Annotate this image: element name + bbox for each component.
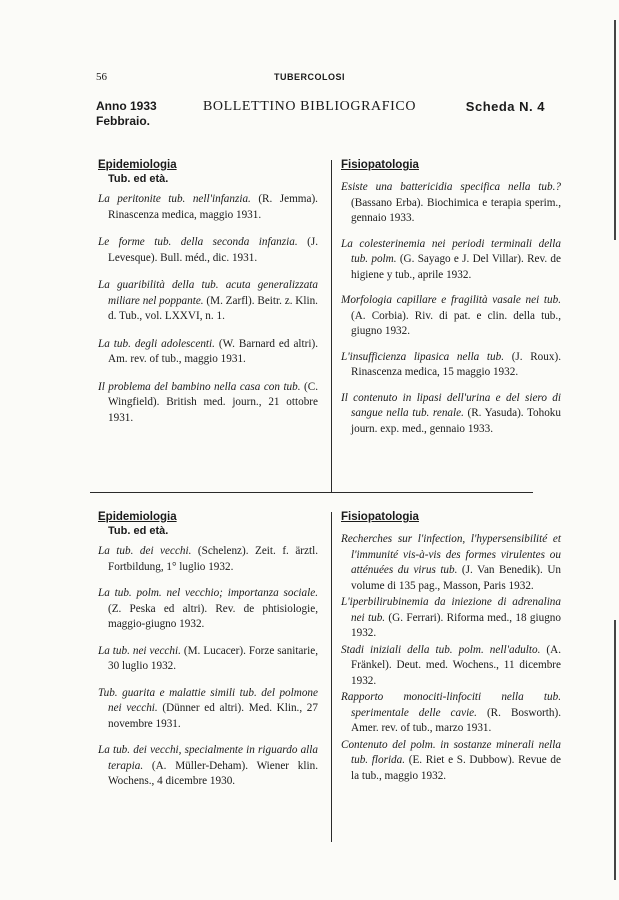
- entry-title: Il problema del bambino nella casa con tub.: [98, 380, 301, 393]
- bibliography-entry: [98, 337, 318, 368]
- entry-citation: (A. Corbia). Riv. di pat. e clin. della tub., giugno 1932.: [351, 309, 561, 337]
- entry-title: La tub. dei vecchi.: [98, 545, 192, 557]
- entry-title: Contenuto del polm. in sostanze minerali nella tub. florida.: [341, 738, 561, 766]
- month-label: Febbraio.: [96, 114, 151, 128]
- entry-title: Le forme tub. della seconda infanzia.: [98, 236, 298, 248]
- entry-citation: (Bassano Erba). Biochimica e terapia sperim., gennaio 1933.: [351, 196, 561, 224]
- entry-citation: (A. Müller-Deham). Wiener klin. Wochens., 4 dicembre 1930.: [108, 759, 318, 787]
- entry-title: L'iperbilirubinemia da iniezione di adrenalina nei tub.: [341, 596, 561, 624]
- entry-citation: (G. Ferrari). Riforma med., 18 giugno 1932.: [351, 611, 561, 639]
- entry-citation: (R. Bosworth). Amer. rev. of tub., marzo 1931.: [351, 706, 561, 734]
- entry-title: La tub. degli adolescenti.: [98, 337, 215, 350]
- bibliography-entry: [98, 743, 318, 790]
- bibliography-entry: [341, 350, 561, 381]
- bibliography-entry: [98, 192, 318, 223]
- card1-right-column: [341, 158, 561, 447]
- entry-citation: (A. Fränkel). Deut. med. Wochens., 11 dicembre 1932.: [351, 643, 561, 687]
- bibliography-entry: [98, 235, 318, 266]
- entry-title: La peritonite tub. nell'infanzia.: [98, 193, 251, 205]
- section-heading: Epidemiologia: [98, 159, 177, 171]
- bibliography-entry: [341, 180, 561, 227]
- section-heading: Fisiopatologia: [341, 159, 419, 171]
- scheda-number: Scheda N. 4: [465, 99, 545, 114]
- bibliography-entry: [341, 643, 561, 690]
- page-edge-mark: [614, 620, 616, 880]
- entry-title: La tub. polm. nel vecchio; importanza sociale.: [98, 587, 318, 599]
- subsection-heading: Tub. ed età.: [108, 173, 169, 185]
- entry-title: La guaribilità della tub. acuta generalizzata miliare nel poppante.: [98, 279, 318, 307]
- bulletin-title: BOLLETTINO BIBLIOGRAFICO: [202, 99, 417, 114]
- card-bottom-rule: [90, 492, 533, 493]
- bibliography-entry: [341, 293, 561, 340]
- entry-title: Recherches sur l'infection, l'hypersensibilité et l'immunité vis-à-vis des formes virulentes ou atténuées du virus tub.: [341, 533, 561, 576]
- entry-title: Stadi iniziali della tub. polm. nell'adulto.: [341, 643, 541, 656]
- column-divider: [331, 160, 332, 492]
- entry-citation: (M. Lucacer). Forze sanitarie, 30 luglio 1932.: [108, 644, 318, 672]
- entry-citation: (R. Jemma). Rinascenza medica, maggio 1931.: [108, 193, 318, 221]
- entry-title: L'insufficienza lipasica nella tub.: [341, 350, 505, 363]
- entry-citation: (J. Van Benedik). Un volume di 135 pag., Masson, Paris 1932.: [351, 564, 561, 592]
- bibliography-entry: [341, 391, 561, 438]
- entry-citation: (E. Riet e S. Dubbow). Revue de la tub., maggio 1932.: [351, 754, 561, 782]
- section-heading: Epidemiologia: [98, 511, 177, 523]
- card1-left-column: [98, 158, 318, 438]
- bibliography-entry: [98, 544, 318, 575]
- section-heading: Fisiopatologia: [341, 511, 419, 523]
- entry-title: Tub. guarita e malattie simili tub. del polmone nei vecchi.: [98, 686, 318, 714]
- entry-citation: (W. Barnard ed altri). Am. rev. of tub., maggio 1931.: [108, 337, 318, 365]
- entry-citation: (Z. Peska ed altri). Rev. de phtisiologie, maggio-giugno 1932.: [108, 602, 318, 630]
- entry-title: Morfologia capillare e fragilità vasale nei tub.: [341, 294, 561, 306]
- year-label: Anno 1933: [96, 99, 157, 113]
- entry-title: Esiste una battericidia specifica nella tub.?: [341, 181, 561, 193]
- bibliography-entry: [98, 644, 318, 675]
- subsection-heading: Tub. ed età.: [108, 525, 169, 537]
- bibliography-entry: [98, 686, 318, 733]
- card2-right-column: [341, 510, 561, 785]
- entry-title: La tub. nei vecchi.: [98, 644, 181, 657]
- entry-title: La colesterinemia nei periodi terminali della tub. polm.: [341, 237, 561, 265]
- entry-title: La tub. dei vecchi, specialmente in riguardo alla terapia.: [98, 744, 318, 772]
- entry-citation: (Schelenz). Zeit. f. ärztl. Fortbildung, 1° luglio 1932.: [108, 545, 318, 573]
- bibliography-entry: [341, 595, 561, 642]
- bibliography-entry: [341, 738, 561, 785]
- entry-citation: (Dünner ed altri). Med. Klin., 27 novembre 1931.: [108, 702, 318, 730]
- bibliography-entry: [98, 278, 318, 325]
- bibliography-entry: [98, 380, 318, 427]
- page-edge-mark: [614, 20, 616, 240]
- entry-citation: (M. Zarfl). Beitr. z. Klin. d. Tub., vol. LXXVI, n. 1.: [108, 294, 318, 322]
- entry-title: Rapporto monociti-linfociti nella tub. sperimentale delle cavie.: [341, 691, 561, 719]
- entry-citation: (R. Yasuda). Tohoku journ. exp. med., gennaio 1933.: [351, 407, 561, 435]
- page-number: 56: [96, 71, 107, 83]
- entry-citation: (J. Roux). Rinascenza medica, 15 maggio 1932.: [351, 350, 561, 378]
- column-divider: [331, 512, 332, 842]
- bibliography-entry: [98, 586, 318, 633]
- bibliography-entry: [341, 237, 561, 284]
- entry-title: Il contenuto in lipasi dell'urina e del siero di sangue nella tub. renale.: [341, 391, 561, 419]
- running-title: TUBERCOLOSI: [273, 72, 345, 82]
- bibliography-entry: [341, 690, 561, 737]
- entry-citation: (C. Wingfield). British med. journ., 21 ottobre 1931.: [108, 380, 319, 424]
- entry-citation: (J. Levesque). Bull. méd., dic. 1931.: [108, 236, 318, 264]
- entry-citation: (G. Sayago e J. Del Villar). Rev. de higiene y tub., aprile 1932.: [351, 253, 561, 281]
- card2-left-column: [98, 510, 318, 801]
- bibliography-entry: [341, 532, 561, 594]
